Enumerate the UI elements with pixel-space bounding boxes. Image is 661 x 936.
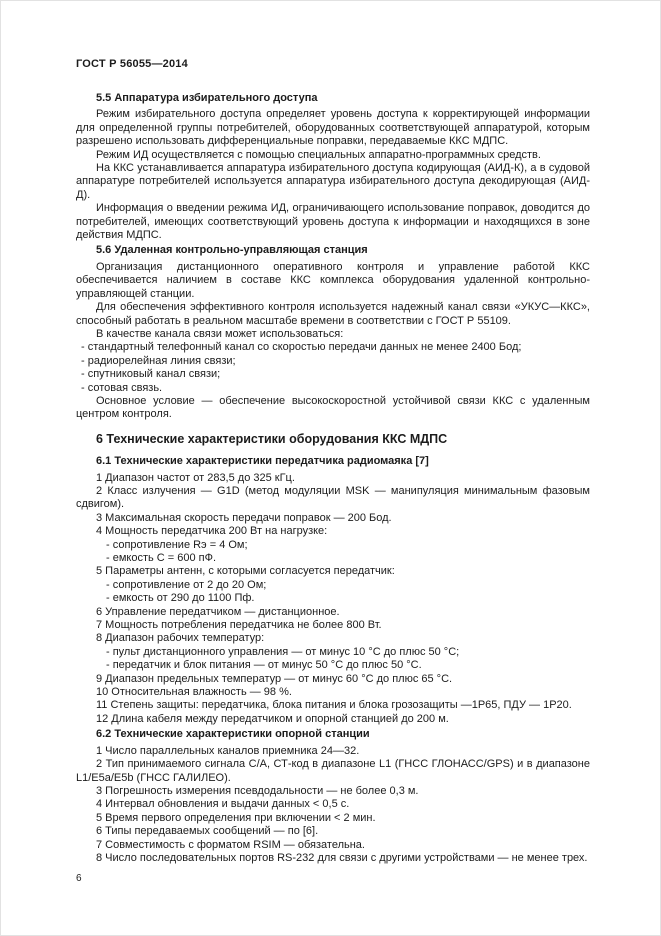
numbered-list-item: 6 Управление передатчиком — дистанционное. bbox=[96, 605, 340, 618]
paragraph: Режим ИД осуществляется с помощью специальных аппаратно-программных средств. bbox=[96, 148, 541, 161]
numbered-list-item: 3 Максимальная скорость передачи поправок — 200 Бод. bbox=[96, 511, 392, 524]
paragraph: Основное условие — обеспечение высокоскоростной устойчивой связи ККС с удаленным центром контроля. bbox=[76, 394, 590, 421]
numbered-list-item: 5 Время первого определения при включении < 2 мин. bbox=[96, 811, 376, 824]
paragraph: Для обеспечения эффективного контроля используется надежный канал связи «УКУС—ККС», способный работать в реальном масштабе времени в соответствии с ГОСТ Р 55109. bbox=[76, 301, 590, 327]
numbered-list-item: 4 Мощность передатчика 200 Вт на нагрузке: bbox=[96, 525, 328, 538]
sub-list-item: - сопротивление Rэ = 4 Ом; bbox=[106, 538, 248, 551]
subsection-heading: 5.6 Удаленная контрольно-управляющая станция bbox=[96, 244, 368, 257]
dash-list-item: - спутниковый канал связи; bbox=[81, 368, 221, 381]
paragraph: Режим избирательного доступа определяет уровень доступа к корректирующей информации для определенной группы потребителей, оборудованных соответствующей аппаратурой, которым разрешено использовать дифференциальные поправки, передаваемые ККС МДПС. bbox=[76, 108, 590, 148]
dash-list-item: - радиорелейная линия связи; bbox=[81, 354, 236, 367]
sub-list-item: - пульт дистанционного управления — от минус 10 °С до плюс 50 °С; bbox=[106, 645, 460, 658]
page-number: 6 bbox=[76, 873, 82, 884]
numbered-list-item: 10 Относительная влажность — 98 %. bbox=[96, 686, 292, 699]
numbered-list-item: 9 Диапазон предельных температур — от минус 60 °С до плюс 65 °С. bbox=[96, 672, 453, 685]
numbered-list-item: 12 Длина кабеля между передатчиком и опорной станцией до 200 м. bbox=[96, 712, 449, 725]
subsection-heading: 6.1 Технические характеристики передатчика радиомаяка [7] bbox=[96, 455, 429, 468]
subsection-heading: 6.2 Технические характеристики опорной станции bbox=[96, 728, 370, 741]
section-heading: 6 Технические характеристики оборудования ККС МДПС bbox=[96, 431, 448, 446]
sub-list-item: - сопротивление от 2 до 20 Ом; bbox=[106, 578, 267, 591]
paragraph: Организация дистанционного оперативного контроля и управление работой ККС обеспечивается наличием в составе ККС комплекса оборудования удаленной контрольно-управляющей станции. bbox=[76, 260, 590, 300]
numbered-list-item: 4 Интервал обновления и выдачи данных < 0,5 с. bbox=[96, 798, 350, 811]
numbered-list-item: 2 Класс излучения — G1D (метод модуляции MSK — манипуляция минимальным фазовым сдвигом). bbox=[76, 484, 590, 511]
paragraph: На ККС устанавливается аппаратура избирательного доступа кодирующая (АИД-К), а в судовой аппаратуре потребителей используется аппаратура избирательного доступа декодирующая (АИД-Д). bbox=[76, 162, 590, 201]
numbered-list-item: 5 Параметры антенн, с которыми согласуется передатчик: bbox=[96, 565, 395, 578]
numbered-list-item: 8 Число последовательных портов RS-232 для связи с другими устройствами — не менее трех. bbox=[96, 851, 588, 864]
document-body bbox=[76, 90, 590, 865]
subsection-heading: 5.5 Аппаратура избирательного доступа bbox=[96, 92, 318, 104]
paragraph: В качестве канала связи может использоваться: bbox=[96, 327, 344, 340]
numbered-list-item: 2 Тип принимаемого сигнала С/А, СТ-код в диапазоне L1 (ГНСС ГЛОНАСС/GPS) и в диапазоне L1/E5a/E5b (ГНСС ГАЛИЛЕО). bbox=[76, 758, 590, 784]
numbered-list-item: 7 Мощность потребления передатчика не более 800 Вт. bbox=[96, 619, 382, 632]
dash-list-item: - стандартный телефонный канал со скоростью передачи данных не менее 2400 Бод; bbox=[81, 341, 522, 354]
sub-list-item: - передатчик и блок питания — от минус 50 °С до плюс 50 °С. bbox=[106, 659, 422, 672]
document-code: ГОСТ Р 56055—2014 bbox=[76, 58, 188, 70]
numbered-list-item: 1 Число параллельных каналов приемника 24—32. bbox=[96, 744, 360, 757]
numbered-list-item: 1 Диапазон частот от 283,5 до 325 кГц. bbox=[96, 471, 295, 484]
numbered-list-item: 3 Погрешность измерения псевдодальности — не более 0,3 м. bbox=[96, 784, 419, 797]
sub-list-item: - емкость от 290 до 1100 Пф. bbox=[106, 592, 255, 605]
numbered-list-item: 11 Степень защиты: передатчика, блока питания и блока грозозащиты —1Р65, ПДУ — 1Р20. bbox=[96, 699, 572, 712]
sub-list-item: - емкость С = 600 пФ. bbox=[106, 552, 217, 564]
numbered-list-item: 7 Совместимость с форматом RSIM — обязательна. bbox=[96, 838, 365, 851]
dash-list-item: - сотовая связь. bbox=[81, 381, 163, 394]
numbered-list-item: 8 Диапазон рабочих температур: bbox=[96, 632, 265, 645]
numbered-list-item: 6 Типы передаваемых сообщений — по [6]. bbox=[96, 825, 319, 838]
paragraph: Информация о введении режима ИД, ограничивающего использование поправок, доводится до потребителей, имеющих соответствующий уровень доступа к информации и находящихся в зоне действия МДПС. bbox=[76, 202, 590, 242]
